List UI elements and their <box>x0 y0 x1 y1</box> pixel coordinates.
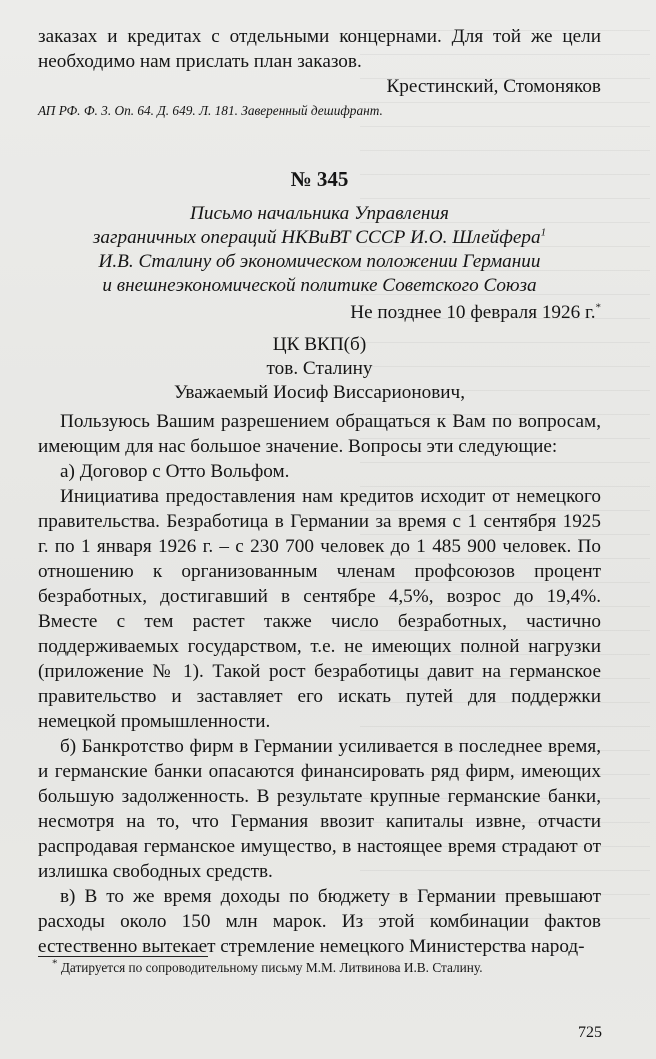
footnote-text: Датируется по сопроводительному письму М.М. Литвинова И.В. Сталину. <box>60 960 483 975</box>
footnote <box>52 957 483 976</box>
addressee-name: тов. Сталину <box>266 358 373 379</box>
title-line: И.В. Сталину об экономическом положении Германии <box>98 251 541 272</box>
title-line: и внешнеэкономической политике Советского Союза <box>102 275 537 296</box>
paragraph: б) Банкротство фирм в Германии усиливается в последнее время, и германские банки опасаются финансировать ряд фирм, имеющих большую задолженность. В результате крупные германские банки, несмотря на то, что Германия ввозит капиталы извне, отчасти распродавая германское имущество, в настоящее время страдают от излишка свободных средств. <box>38 736 601 882</box>
paragraph: Пользуюсь Вашим разрешением обращаться к Вам по вопросам, имеющим для нас большое значение. Вопросы эти следующие: <box>38 411 601 457</box>
title-line: заграничных операций НКВиВТ СССР И.О. Шлейфера$^1$ <box>92 226 547 248</box>
page-number: 725 <box>578 1024 602 1041</box>
paragraph: а) Договор с Отто Вольфом. <box>60 461 290 482</box>
paragraph: в) В то же время доходы по бюджету в Германии превышают расходы около 150 млн марок. Из этой комбинации фактов естественно вытекает стремление немецкого Министерства народ- <box>38 886 601 957</box>
greeting: Уважаемый Иосиф Виссарионович, <box>173 382 465 403</box>
date-footnote-mark: * <box>595 301 601 314</box>
signature: Крестинский, Стомоняков <box>386 76 601 97</box>
footnote-ref: 1 <box>540 226 547 239</box>
continuation-paragraph: заказах и кредитах с отдельными концернами. Для той же цели необходимо нам прислать план заказов. <box>38 26 601 72</box>
archive-reference: АП РФ. Ф. 3. Оп. 64. Д. 649. Л. 181. Заверенный дешифрант. <box>38 103 383 118</box>
footnote-mark: * <box>52 957 58 970</box>
body-text <box>38 24 601 959</box>
title-line: Письмо начальника Управления <box>190 203 449 224</box>
document-date: Не позднее 10 февраля 1926 г.* <box>350 301 601 323</box>
addressee-org: ЦК ВКП(б) <box>272 334 367 355</box>
document-title <box>38 202 601 298</box>
paragraph: Инициатива предоставления нам кредитов исходит от немецкого правительства. Безработица в Германии за время с 1 сентября 1925 г. по 1 января 1926 г. – с 230 700 человек до 1 485 900 человек. По отношению к организованным членам профсоюзов процент безработных, достигавший в сентябре 4,5%, возрос до 19,4%. Вместе с тем растет также число безработных, частично поддерживаемых государством, т.е. не имеющих полной нагрузки (приложение № 1). Такой рост безработицы давит на германское правительство и заставляет его искать путей для поддержки немецкой промышленности. <box>38 486 601 732</box>
footnote-divider <box>38 956 208 957</box>
document-number: № 345 <box>290 167 349 191</box>
